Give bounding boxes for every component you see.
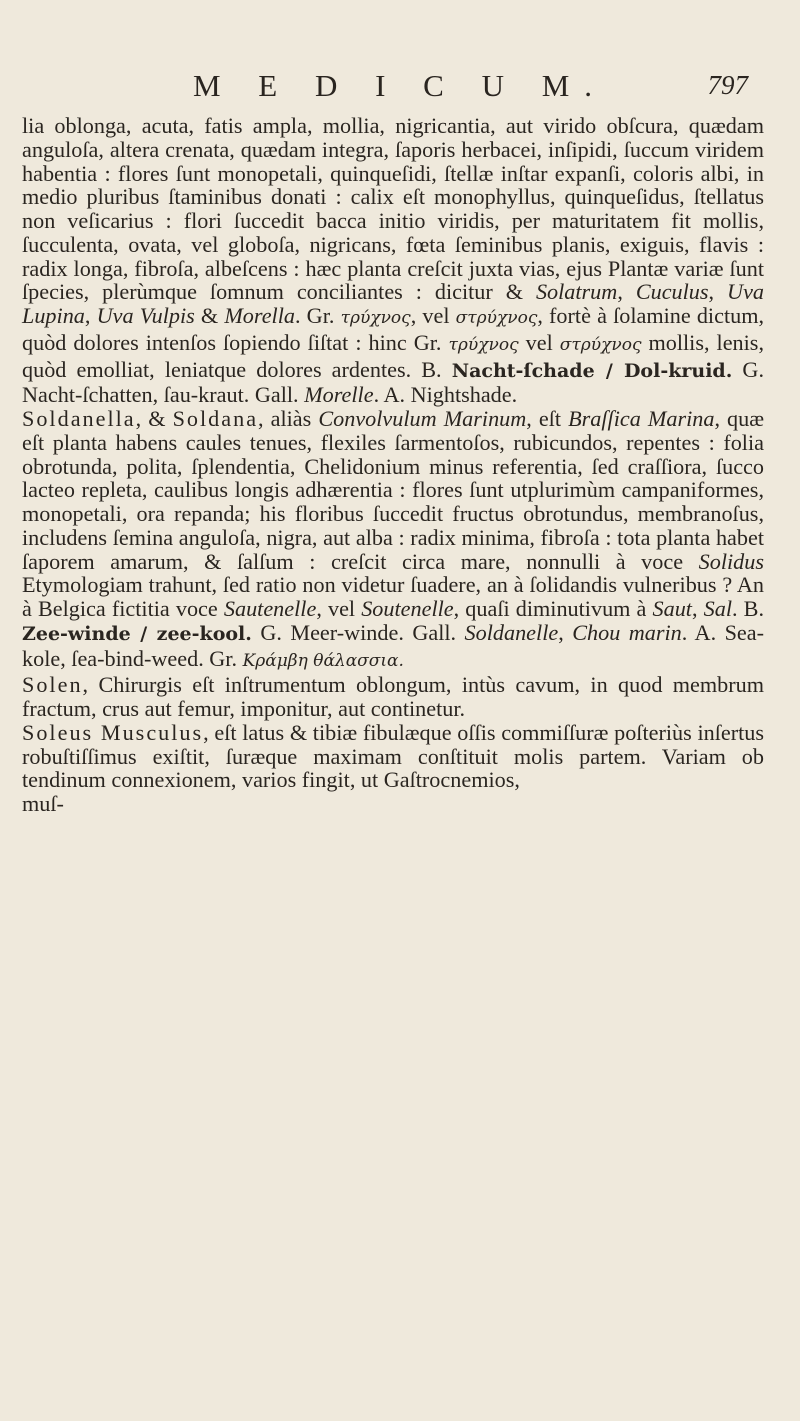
text-run: G. Meer-winde. Gall.: [251, 619, 465, 645]
page-title: M E D I C U M.: [192, 68, 608, 103]
paragraph-solatrum-continued: [22, 114, 764, 407]
running-head: [0, 68, 800, 108]
italic-term: Solidus: [698, 548, 764, 574]
italic-term: Sautenelle: [223, 596, 317, 621]
italic-term: Chou marin: [572, 619, 682, 645]
blackletter-term: Nacht-ſchade / Dol-kruid.: [451, 359, 733, 382]
paragraph-soleus-musculus: [22, 721, 764, 792]
text-run: , quaſi diminutivum à: [453, 596, 653, 621]
text-run: , &: [135, 406, 173, 431]
greek-term: στρύχνος: [559, 334, 642, 355]
text-run: , Chirurgis eſt inſtrumentum oblongum, intùs cavum, in quod membrum fractum, crus aut femur, imponitur, aut continetur.: [22, 672, 764, 721]
text-run: , quæ eſt planta habens caules tenues, flexiles ſarmentoſos, rubicundos, repentes : folia obrotunda, polita, ſplendentia, Chelidonium minus referentia, ſed craſſiora, ſucco lacteo repleta, caulibus longis adhærentia : flores ſunt utplurimùm campaniformes, monopetali, ora repanda; his floribus ſuccedit fructus obrotundus, membranoſus, includens ſemina anguloſa, nigra, aut alba : radix minima, fibroſa : tota planta habet ſaporem amarum, & ſalſum : creſcit circa mare, nonnulli à voce: [22, 406, 765, 574]
entry-headword: Soldanella: [22, 406, 136, 431]
text-run: , aliàs: [258, 406, 319, 431]
text-run: Etymologiam trahunt, ſed ratio non videtur ſuadere, an à ſolidandis vulneribus ? An à Belgica fictitia voce: [22, 572, 764, 621]
italic-term: Braſſica Marina: [568, 406, 715, 431]
greek-term: τρύχνος: [340, 308, 411, 328]
text-run: . A. Nightshade.: [373, 382, 518, 408]
italic-term: Saut: [652, 596, 692, 621]
text-run: , eſt: [526, 406, 569, 431]
italic-term: Morella: [224, 303, 295, 328]
text-run: ,: [691, 596, 704, 621]
paragraph-solen: [22, 673, 764, 721]
entry-headword: Soldana: [172, 406, 259, 431]
greek-term: τρύχνος: [448, 334, 519, 355]
italic-term: Uva Vulpis: [96, 303, 195, 328]
italic-term: Morelle: [304, 382, 374, 408]
italic-term: Convolvulum Marinum: [318, 406, 527, 431]
greek-term: στρύχνος: [455, 308, 538, 328]
text-run: . Gr.: [294, 303, 341, 328]
catchword: muſ-: [22, 791, 64, 816]
italic-term: Uva Lupina: [22, 279, 765, 328]
page-number: 797: [707, 70, 748, 100]
text-run: ,: [558, 619, 573, 645]
body-text: [22, 114, 764, 816]
text-run: , vel: [316, 596, 362, 621]
blackletter-term: Zee-winde / zee-kool.: [22, 622, 252, 645]
text-run: mollis, lenis, quòd emolliat, leniatque dolores ardentes. B.: [22, 329, 764, 382]
italic-term: Soutenelle: [361, 596, 454, 621]
italic-term: Cuculus: [635, 279, 709, 305]
text-run: , vel: [410, 303, 456, 328]
paragraph-soldanella: [22, 407, 764, 673]
greek-term: Κράμβη θάλασσια.: [242, 650, 404, 671]
entry-headword: Soleus Musculus: [22, 719, 204, 745]
text-run: &: [194, 303, 225, 328]
text-run: ,: [617, 279, 636, 305]
text-run: lia oblonga, acuta, fatis ampla, mollia, nigricantia, aut virido obſcura, quædam anguloſa, altera crenata, quædam integra, ſaporis herbacei, inſipidi, ſuccum viridem habentia : flores ſunt monopetali, quinqueſidi, ſtellæ inſtar expanſi, coloris albi, in medio pluribus ſtaminibus donati : calix eſt monophyllus, quinqueſidus, ſtellatus non veſicarius : flori ſuccedit bacca initio viridis, per maturitatem fit mollis, ſucculenta, ovata, vel globoſa, nigricans, fœta ſeminibus planis, exiguis, flavis : radix longa, fibroſa, albeſcens : hæc planta creſcit juxta vias, ejus Plantæ variæ ſunt ſpecies, plerùmque ſomnum conciliantes : dicitur &: [22, 113, 764, 305]
text-run: , fortè à ſolamine dictum, quòd dolores intenſos ſopiendo ſiſtat : hinc Gr.: [22, 303, 765, 355]
text-run: vel: [518, 329, 560, 355]
italic-term: Sal: [703, 596, 732, 621]
text-run: . A. Sea-kole, ſea-bind-weed. Gr.: [22, 619, 765, 671]
text-run: G. Nacht-ſchatten, ſau-kraut. Gall.: [22, 356, 764, 408]
text-run: . B.: [732, 596, 765, 621]
text-run: , eſt latus & tibiæ fibulæque oſſis commiſſuræ poſteriùs inſertus robuſtiſſimus exiſtit, ſuræque maximam conſtituit molis partem. Variam ob tendinum connexionem, varios fingit, ut Gaſtrocnemios,: [22, 719, 764, 793]
text-run: ,: [708, 279, 728, 305]
italic-term: Solatrum: [535, 279, 618, 305]
entry-headword: Solen: [22, 672, 83, 698]
italic-term: Soldanelle: [464, 619, 559, 645]
text-run: ,: [84, 303, 97, 328]
